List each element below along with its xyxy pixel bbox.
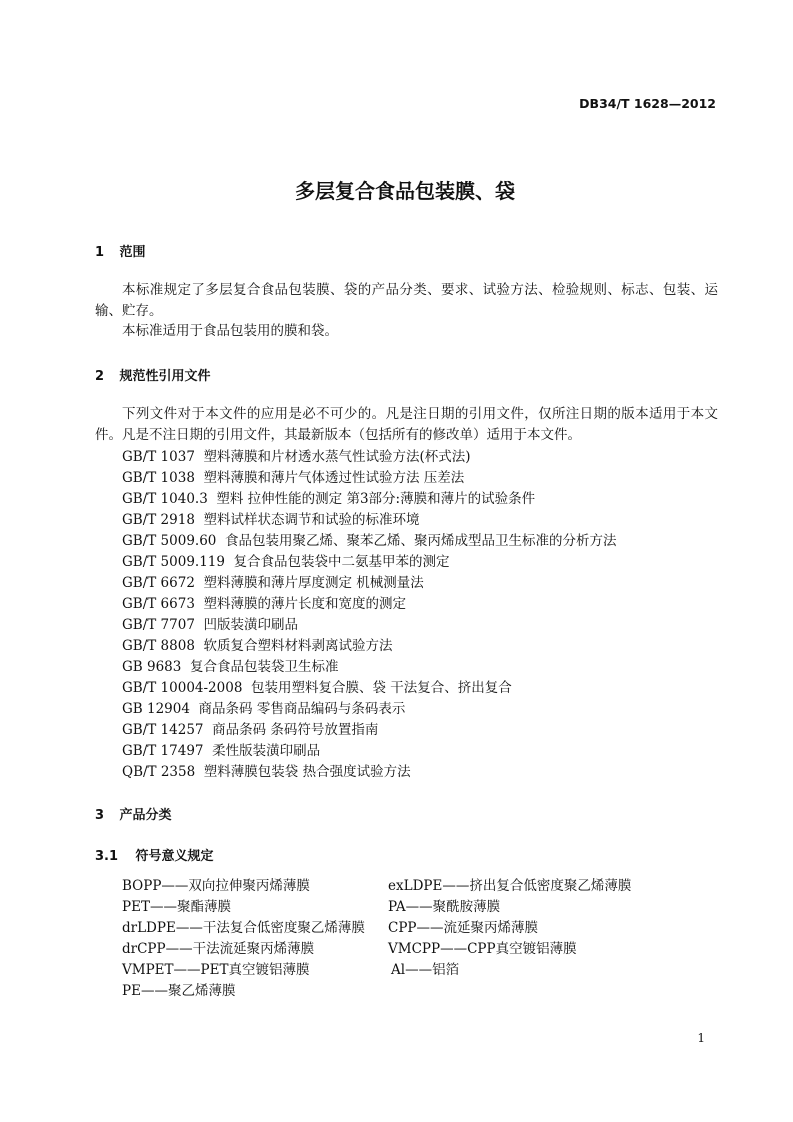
reference-title: 塑料薄膜的薄片长度和宽度的测定 — [203, 596, 406, 612]
reference-item — [122, 634, 393, 654]
section-heading-references — [95, 365, 211, 384]
reference-code: GB/T 1037 — [122, 449, 195, 465]
reference-title: 复合食品包装袋中二氨基甲苯的测定 — [233, 554, 450, 570]
section-heading-scope — [95, 241, 146, 260]
scope-paragraph-1: 本标准规定了多层复合食品包装膜、袋的产品分类、要求、试验方法、检验规则、标志、包装、运输、贮存。 — [95, 282, 718, 319]
reference-code: GB/T 14257 — [122, 722, 204, 738]
reference-code: GB/T 1040.3 — [122, 491, 208, 507]
reference-code: GB/T 5009.119 — [122, 554, 225, 570]
reference-title: 柔性版装潢印刷品 — [212, 743, 321, 759]
section-number: 2 — [95, 369, 105, 384]
document-code: DB34/T 1628—2012 — [579, 96, 716, 111]
reference-title: 凹版装潢印刷品 — [203, 617, 298, 633]
reference-title: 食品包装用聚乙烯、聚苯乙烯、聚丙烯成型品卫生标准的分析方法 — [224, 533, 617, 549]
reference-code: QB/T 2358 — [122, 764, 196, 780]
reference-item — [122, 760, 411, 780]
page-number: 1 — [697, 1031, 705, 1045]
subsection-number: 3.1 — [95, 849, 119, 864]
section-number: 1 — [95, 245, 105, 260]
reference-item — [122, 655, 338, 675]
reference-item — [122, 466, 464, 486]
reference-title: 塑料薄膜和薄片厚度测定 机械测量法 — [203, 575, 424, 591]
reference-code: GB/T 8808 — [122, 638, 195, 654]
reference-item — [122, 445, 471, 465]
reference-item — [122, 508, 420, 528]
reference-title: 塑料试样状态调节和试验的标准环境 — [203, 512, 420, 528]
reference-item — [122, 613, 298, 633]
symbol-definition: VMPET——PET真空镀铝薄膜 — [122, 962, 310, 978]
reference-item — [122, 529, 616, 549]
reference-code: GB/T 6673 — [122, 596, 195, 612]
reference-title: 复合食品包装袋卫生标准 — [189, 659, 339, 675]
reference-item — [122, 550, 450, 570]
section-title: 规范性引用文件 — [119, 369, 211, 384]
reference-item — [122, 697, 405, 717]
subsection-title: 符号意义规定 — [135, 849, 214, 864]
symbol-definition: PET——聚酯薄膜 — [122, 899, 231, 915]
document-title: 多层复合食品包装膜、袋 — [295, 179, 515, 203]
reference-title: 塑料 拉伸性能的测定 第3部分:薄膜和薄片的试验条件 — [216, 491, 536, 507]
symbol-definition: PE——聚乙烯薄膜 — [122, 983, 236, 999]
reference-code: GB/T 7707 — [122, 617, 195, 633]
symbol-definition: BOPP——双向拉伸聚丙烯薄膜 — [122, 878, 310, 894]
subsection-heading-symbols — [95, 845, 214, 864]
reference-code: GB/T 5009.60 — [122, 533, 217, 549]
section-number: 3 — [95, 808, 105, 823]
reference-item — [122, 571, 424, 591]
reference-title: 塑料薄膜和片材透水蒸气性试验方法(杯式法) — [203, 449, 471, 465]
reference-title: 包装用塑料复合膜、袋 干法复合、挤出复合 — [251, 680, 512, 696]
reference-code: GB 9683 — [122, 659, 182, 675]
reference-code: GB 12904 — [122, 701, 190, 717]
reference-title: 塑料薄膜和薄片气体透过性试验方法 压差法 — [203, 470, 465, 486]
symbol-definition: drLDPE——干法复合低密度聚乙烯薄膜 — [122, 920, 365, 936]
reference-code: GB/T 1038 — [122, 470, 195, 486]
symbol-definition: drCPP——干法流延聚丙烯薄膜 — [122, 941, 315, 957]
scope-paragraph-2: 本标准适用于食品包装用的膜和袋。 — [122, 323, 338, 339]
reference-code: GB/T 6672 — [122, 575, 195, 591]
symbol-definition: Al——铝箔 — [391, 962, 460, 978]
reference-item — [122, 676, 512, 696]
reference-title: 软质复合塑料材料剥离试验方法 — [203, 638, 393, 654]
symbol-definition: PA——聚酰胺薄膜 — [388, 899, 501, 915]
reference-item — [122, 739, 320, 759]
references-intro: 下列文件对于本文件的应用是必不可少的。凡是注日期的引用文件，仅所注日期的版本适用于本文件。凡是不注日期的引用文件，其最新版本（包括所有的修改单）适用于本文件。 — [95, 406, 718, 443]
reference-code: GB/T 17497 — [122, 743, 204, 759]
symbol-definition: exLDPE——挤出复合低密度聚乙烯薄膜 — [388, 878, 632, 894]
reference-item — [122, 718, 378, 738]
reference-title: 商品条码 条码符号放置指南 — [212, 722, 379, 738]
reference-title: 塑料薄膜包装袋 热合强度试验方法 — [203, 764, 411, 780]
section-title: 范围 — [119, 245, 146, 260]
reference-title: 商品条码 零售商品编码与条码表示 — [198, 701, 406, 717]
reference-code: GB/T 10004-2008 — [122, 680, 243, 696]
section-heading-classification — [95, 804, 172, 823]
symbol-definition: VMCPP——CPP真空镀铝薄膜 — [388, 941, 577, 957]
reference-item — [122, 592, 406, 612]
symbol-definition: CPP——流延聚丙烯薄膜 — [388, 920, 538, 936]
section-title: 产品分类 — [119, 808, 172, 823]
reference-item — [122, 487, 535, 507]
reference-code: GB/T 2918 — [122, 512, 195, 528]
